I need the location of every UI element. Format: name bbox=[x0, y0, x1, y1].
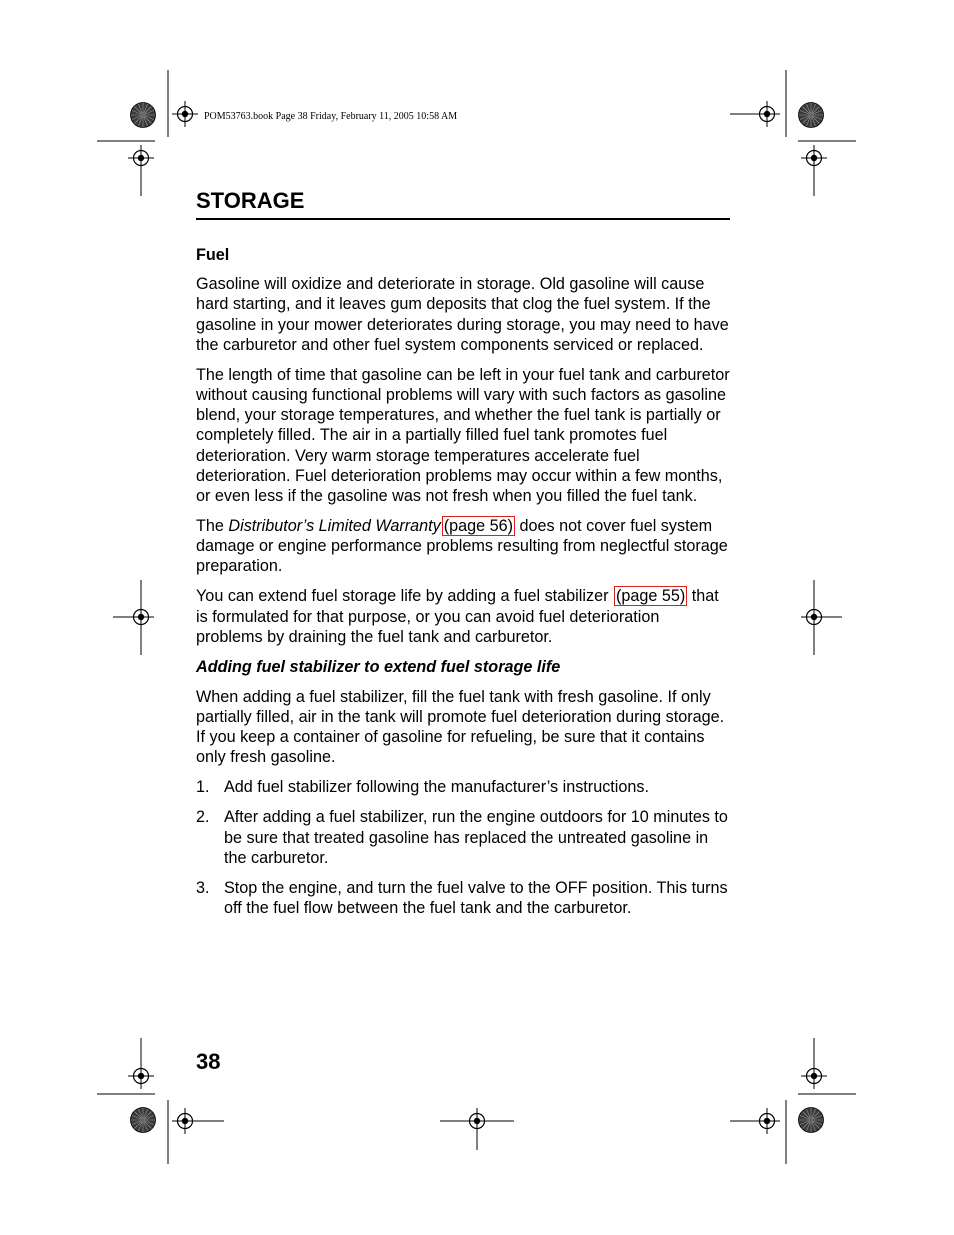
fuel-paragraph-1: Gasoline will oxidize and deteriorate in storage. Old gasoline will cause hard starting, and it leaves gum deposits that clog the fuel system. If the gasoline in your mower deteriorates during storage, you may need to have the carburetor and other fuel system components serviced or replaced. bbox=[196, 275, 729, 354]
step-number: 1. bbox=[196, 778, 210, 797]
registration-mark-middle-left bbox=[113, 580, 154, 655]
step-text: Add fuel stabilizer following the manufacturer’s instructions. bbox=[224, 778, 649, 797]
step-text: Stop the engine, and turn the fuel valve to the OFF position. This turns off the fuel flow between the fuel tank and the carburetor. bbox=[224, 878, 728, 918]
registration-mark-bottom-center bbox=[440, 1108, 514, 1150]
fuel-paragraph-2: The length of time that gasoline can be left in your fuel tank and carburetor without causing functional problems will vary with such factors as gasoline blend, your storage temperatures, and whether the fuel tank is partially or completely filled. The air in a partially filled fuel tank promotes fuel deterioration. Very warm storage temperatures accelerate fuel deterioration. Fuel deterioration problems may occur within a few months, or even less if the gasoline was not fresh when you filled the fuel tank. bbox=[196, 365, 730, 506]
step-item bbox=[196, 878, 730, 918]
page-number: 38 bbox=[196, 1049, 221, 1074]
page-56-link[interactable]: (page 56) bbox=[443, 517, 514, 536]
para4-text-after: that is formulated for that purpose, or you can avoid fuel deterioration problems by draining the fuel tank and carburetor. bbox=[196, 587, 719, 646]
title-rule bbox=[196, 218, 730, 220]
page-content bbox=[196, 245, 730, 928]
step-text: After adding a fuel stabilizer, run the engine outdoors for 10 minutes to be sure that treated gasoline has replaced the untreated gasoline in the carburetor. bbox=[224, 808, 728, 867]
stabilizer-intro: When adding a fuel stabilizer, fill the fuel tank with fresh gasoline. If only partially filled, air in the tank will promote fuel deterioration during storage. If you keep a container of gasoline for refueling, be sure that it contains only fresh gasoline. bbox=[196, 687, 725, 767]
stabilizer-heading: Adding fuel stabilizer to extend fuel storage life bbox=[196, 657, 561, 676]
fuel-heading: Fuel bbox=[196, 246, 230, 264]
para3-text-after: does not cover fuel system damage or engine performance problems resulting from neglectful storage preparation. bbox=[196, 517, 728, 576]
section-title: STORAGE bbox=[196, 188, 305, 213]
step-item bbox=[196, 807, 730, 868]
fuel-paragraph-4 bbox=[196, 586, 730, 647]
crop-mark-bottom-right bbox=[730, 1038, 856, 1164]
fuel-paragraph-3 bbox=[196, 516, 730, 577]
print-slug: POM53763.book Page 38 Friday, February 11, 2005 10:58 AM bbox=[204, 111, 458, 122]
para4-text-before: You can extend fuel storage life by adding a fuel stabilizer bbox=[196, 587, 613, 606]
crop-mark-top-right bbox=[730, 70, 856, 196]
para3-text-before: The bbox=[196, 517, 229, 536]
crop-mark-top-left bbox=[97, 70, 198, 196]
registration-mark-middle-right bbox=[801, 580, 842, 655]
step-number: 2. bbox=[196, 808, 210, 827]
step-item bbox=[196, 777, 730, 797]
page-55-link[interactable]: (page 55) bbox=[615, 587, 686, 606]
step-number: 3. bbox=[196, 878, 210, 897]
stabilizer-steps bbox=[196, 777, 730, 918]
warranty-title: Distributor’s Limited Warranty bbox=[228, 517, 441, 536]
